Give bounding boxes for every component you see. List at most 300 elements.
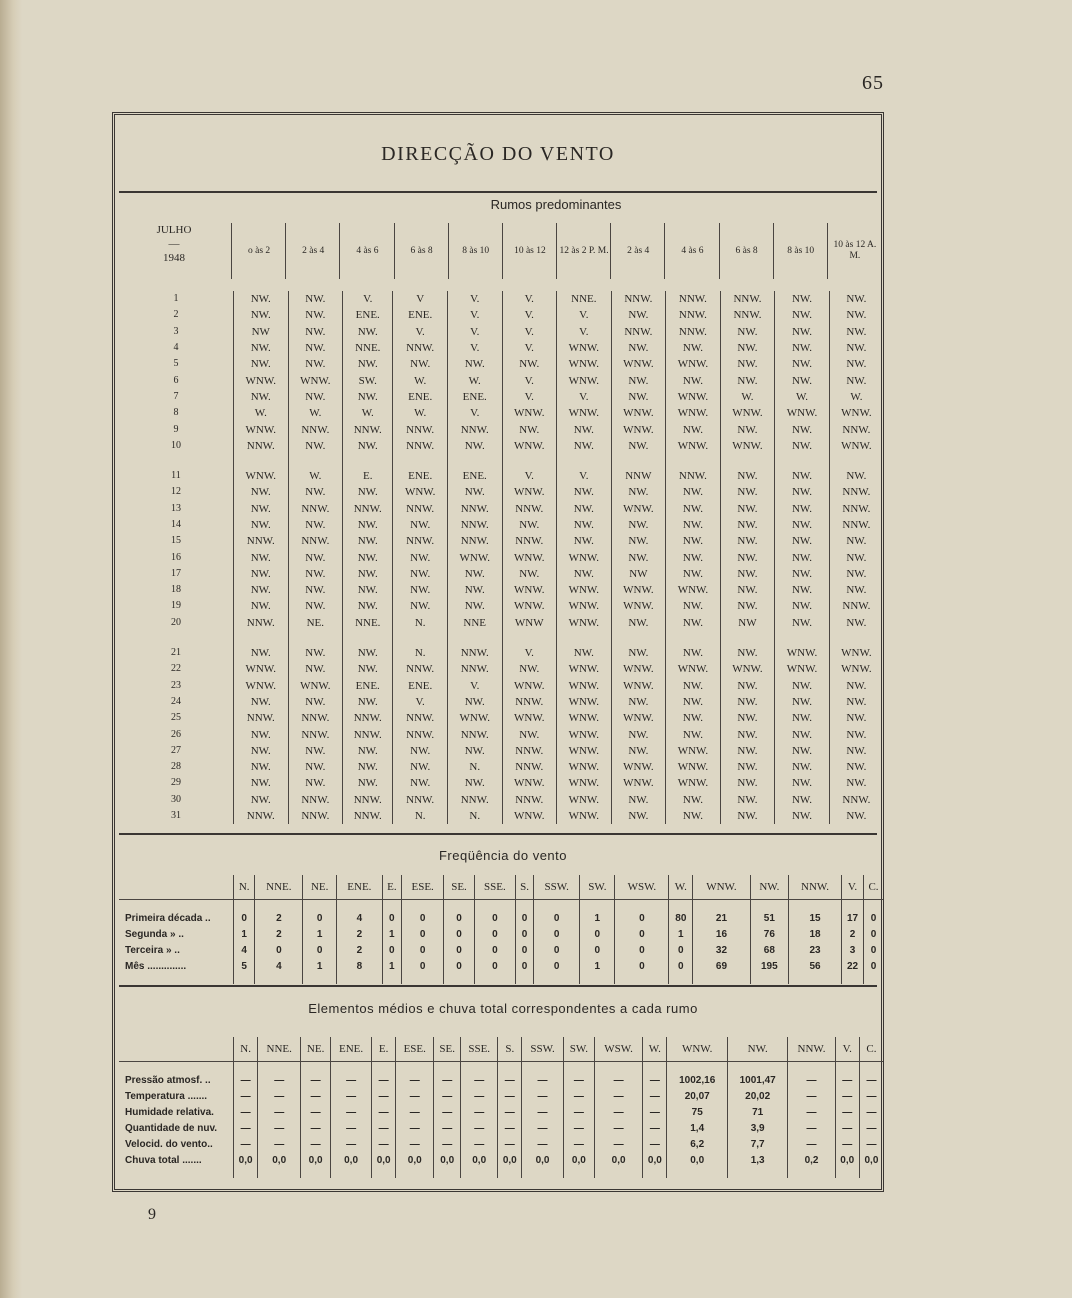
direction-cell: WNW. <box>502 582 557 598</box>
direction-cell: NW. <box>288 598 343 614</box>
direction-cell: NNW. <box>234 533 289 549</box>
value-cell: — <box>522 1136 563 1152</box>
value-cell: — <box>643 1088 667 1104</box>
value-cell: — <box>563 1104 594 1120</box>
direction-cell: N. <box>447 759 502 775</box>
value-cell: — <box>595 1120 643 1136</box>
direction-cell: NNW. <box>393 501 448 517</box>
day-row <box>119 694 883 710</box>
direction-cell: NW. <box>557 517 612 533</box>
value-cell: 1,3 <box>727 1152 787 1168</box>
day-row <box>119 645 883 661</box>
spacer-row <box>119 974 883 984</box>
page-binding-shadow <box>0 0 22 1298</box>
elements-section-title: Elementos médios e chuva total correspondentes a cada rumo <box>308 1001 698 1016</box>
value-cell: 0 <box>534 958 580 974</box>
direction-cell: NW. <box>666 549 721 565</box>
direction-cell: NW. <box>829 291 883 307</box>
day-row <box>119 307 883 323</box>
direction-cell: NW. <box>288 743 343 759</box>
value-cell: 0 <box>615 958 669 974</box>
direction-cell: NW. <box>829 808 883 824</box>
value-cell: 3 <box>841 942 863 958</box>
value-cell: 21 <box>693 910 750 926</box>
direction-cell: NW. <box>611 792 666 808</box>
direction-cell: WNW. <box>720 405 775 421</box>
direction-cell: WNW. <box>666 661 721 677</box>
direction-cell: WNW. <box>557 615 612 631</box>
row-label: Chuva total ....... <box>125 1154 202 1166</box>
direction-cell: NW. <box>393 566 448 582</box>
direction-cell: V. <box>447 405 502 421</box>
direction-cell: NW. <box>666 501 721 517</box>
direction-cell: V. <box>502 307 557 323</box>
direction-cell: NW. <box>234 694 289 710</box>
value-cell: — <box>461 1104 498 1120</box>
value-cell: — <box>301 1072 331 1088</box>
direction-cell: W. <box>393 372 448 388</box>
direction-cell: NW. <box>234 775 289 791</box>
direction-cell: WNW. <box>502 438 557 454</box>
value-cell: — <box>498 1104 522 1120</box>
day-row <box>119 372 883 388</box>
direction-cell: NNW. <box>447 661 502 677</box>
time-header: 4 às 6 <box>664 223 719 279</box>
day-number: 18 <box>171 584 181 596</box>
direction-cell: NNW. <box>666 291 721 307</box>
direction-cell: W. <box>343 405 393 421</box>
direction-cell: NE. <box>288 615 343 631</box>
day-number: 8 <box>173 407 179 419</box>
direction-cell: WNW. <box>611 710 666 726</box>
value-cell: 3,9 <box>727 1120 787 1136</box>
direction-cell: WNW. <box>557 661 612 677</box>
direction-cell: NW. <box>720 743 775 759</box>
direction-cell: WNW. <box>666 743 721 759</box>
value-cell: — <box>835 1072 859 1088</box>
direction-cell: NNW. <box>234 615 289 631</box>
direction-cell: NW. <box>720 468 775 484</box>
direction-cell: NNW. <box>288 421 343 437</box>
direction-cell: NW. <box>720 726 775 742</box>
direction-cell: V. <box>393 694 448 710</box>
direction-cell: NNW. <box>343 792 393 808</box>
day-row <box>119 517 883 533</box>
value-cell: — <box>595 1072 643 1088</box>
direction-cell: NW. <box>775 340 830 356</box>
direction-cell: NW. <box>775 615 830 631</box>
direction-cell: NW. <box>829 743 883 759</box>
direction-cell: WNW. <box>288 372 343 388</box>
value-cell: — <box>396 1136 434 1152</box>
day-number: 17 <box>171 567 181 579</box>
direction-cell: NW. <box>343 775 393 791</box>
value-cell: — <box>258 1136 301 1152</box>
value-cell: 0,0 <box>859 1152 883 1168</box>
value-cell: 23 <box>789 942 842 958</box>
day-row <box>119 743 883 759</box>
direction-cell: V. <box>557 389 612 405</box>
direction-cell: NW. <box>611 645 666 661</box>
direction-cell: WNW. <box>393 484 448 500</box>
value-cell: 0 <box>474 910 515 926</box>
day-number: 12 <box>171 486 181 498</box>
value-cell: 17 <box>841 910 863 926</box>
time-header: 12 às 2 P. M. <box>556 223 611 279</box>
direction-cell: WNW. <box>829 645 883 661</box>
direction-cell: NW. <box>775 307 830 323</box>
day-row <box>119 484 883 500</box>
direction-cell: NW. <box>720 792 775 808</box>
value-cell: 0 <box>864 926 883 942</box>
direction-cell: NW. <box>666 726 721 742</box>
value-cell: 0,0 <box>835 1152 859 1168</box>
value-cell: 0 <box>580 926 615 942</box>
value-cell: — <box>301 1136 331 1152</box>
time-header: 2 às 4 <box>285 223 340 279</box>
direction-cell: NW. <box>343 438 393 454</box>
day-row <box>119 549 883 565</box>
direction-cell: NW. <box>775 710 830 726</box>
day-row <box>119 582 883 598</box>
direction-cell: NW. <box>775 421 830 437</box>
value-cell: — <box>234 1120 258 1136</box>
direction-cell: NW. <box>829 759 883 775</box>
value-cell: — <box>434 1120 461 1136</box>
direction-cell: WNW. <box>775 405 830 421</box>
direction-cell: WNW. <box>557 743 612 759</box>
direction-cell: NW. <box>720 598 775 614</box>
direction-cell: NW <box>611 566 666 582</box>
direction-cell: ENE. <box>343 307 393 323</box>
direction-cell: NW. <box>829 726 883 742</box>
direction-cell: NW. <box>234 582 289 598</box>
direction-cell: NW. <box>343 661 393 677</box>
day-row <box>119 598 883 614</box>
value-cell: 1001,47 <box>727 1072 787 1088</box>
direction-cell: NW. <box>611 549 666 565</box>
direction-cell: NW. <box>234 517 289 533</box>
value-cell: 7,7 <box>727 1136 787 1152</box>
day-number: 26 <box>171 728 181 740</box>
day-row <box>119 389 883 405</box>
value-cell: 4 <box>234 942 255 958</box>
direction-cell: NNW. <box>611 291 666 307</box>
value-cell: 0 <box>255 942 303 958</box>
value-cell: 0 <box>401 958 444 974</box>
value-cell: 1 <box>303 926 337 942</box>
value-cell: 0 <box>474 958 515 974</box>
day-row <box>119 759 883 775</box>
direction-cell: NNW. <box>393 421 448 437</box>
value-cell: 0 <box>615 926 669 942</box>
direction-cell: WNW. <box>557 792 612 808</box>
direction-cell: NW. <box>720 421 775 437</box>
direction-cell: V. <box>343 291 393 307</box>
value-cell: 2 <box>336 942 382 958</box>
direction-cell: NW. <box>557 421 612 437</box>
day-row <box>119 421 883 437</box>
direction-cell: NNW. <box>829 484 883 500</box>
direction-cell: NW. <box>775 533 830 549</box>
day-number: 28 <box>171 761 181 773</box>
direction-cell: NW. <box>775 438 830 454</box>
value-cell: 2 <box>255 910 303 926</box>
row-label: Primeira década .. <box>125 912 211 924</box>
value-cell: 0 <box>516 910 534 926</box>
direction-cell: NW. <box>829 533 883 549</box>
value-cell: — <box>331 1104 372 1120</box>
direction-cell: W. <box>234 405 289 421</box>
direction-cell: NW. <box>775 775 830 791</box>
day-number: 10 <box>171 439 181 451</box>
direction-cell: NNW. <box>288 808 343 824</box>
direction-cell: WNW. <box>502 598 557 614</box>
value-cell: 76 <box>750 926 788 942</box>
value-cell: — <box>301 1088 331 1104</box>
direction-cell: NW. <box>775 598 830 614</box>
value-cell: 0 <box>474 926 515 942</box>
direction-cell: NW. <box>343 517 393 533</box>
table-row <box>119 1120 883 1136</box>
direction-cell: NW. <box>829 775 883 791</box>
direction-cell: WNW. <box>557 372 612 388</box>
day-row <box>119 615 883 631</box>
direction-cell: NW. <box>288 307 343 323</box>
direction-cell: WNW. <box>557 710 612 726</box>
direction-cell: NW. <box>720 501 775 517</box>
direction-cell: WNW. <box>611 661 666 677</box>
value-cell: — <box>563 1072 594 1088</box>
value-cell: — <box>396 1104 434 1120</box>
direction-cell: WNW. <box>611 759 666 775</box>
direction-cell: WNW. <box>234 678 289 694</box>
direction-cell: E. <box>343 468 393 484</box>
direction-cell: W. <box>393 405 448 421</box>
direction-cell: NNW. <box>234 808 289 824</box>
direction-cell: NNW. <box>611 324 666 340</box>
direction-cell: NW. <box>343 759 393 775</box>
day-row <box>119 533 883 549</box>
direction-cell: NW. <box>720 533 775 549</box>
direction-cell: W. <box>775 389 830 405</box>
value-cell: — <box>498 1088 522 1104</box>
direction-header: WNW. <box>667 1037 727 1062</box>
value-cell: 80 <box>669 910 693 926</box>
value-cell: 195 <box>750 958 788 974</box>
day-number: 13 <box>171 502 181 514</box>
direction-cell: WNW. <box>829 661 883 677</box>
value-cell: — <box>788 1104 835 1120</box>
direction-cell: NW. <box>775 372 830 388</box>
direction-cell: WNW. <box>557 405 612 421</box>
table-row <box>119 1088 883 1104</box>
direction-header: SW. <box>580 875 615 900</box>
direction-cell: NNW. <box>720 291 775 307</box>
direction-cell: NW. <box>611 533 666 549</box>
value-cell: — <box>522 1072 563 1088</box>
value-cell: 6,2 <box>667 1136 727 1152</box>
direction-cell: NW. <box>775 356 830 372</box>
direction-cell: NNW. <box>447 421 502 437</box>
value-cell: — <box>788 1120 835 1136</box>
direction-cell: WNW. <box>234 661 289 677</box>
direction-cell: NW. <box>666 598 721 614</box>
direction-cell: NW. <box>447 356 502 372</box>
direction-cell: NW. <box>234 598 289 614</box>
value-cell: 0 <box>864 942 883 958</box>
direction-cell: NW. <box>502 421 557 437</box>
direction-cell: NW. <box>557 533 612 549</box>
value-cell: 1 <box>669 926 693 942</box>
direction-cell: NW. <box>720 484 775 500</box>
direction-cell: NNW. <box>393 726 448 742</box>
direction-cell: NW. <box>343 694 393 710</box>
direction-cell: NW. <box>775 743 830 759</box>
value-cell: — <box>331 1072 372 1088</box>
value-cell: 0,0 <box>258 1152 301 1168</box>
direction-cell: NNW. <box>288 792 343 808</box>
direction-cell: NW. <box>720 645 775 661</box>
day-number: 20 <box>171 616 181 628</box>
direction-cell: WNW. <box>557 340 612 356</box>
value-cell: — <box>234 1088 258 1104</box>
direction-cell: WNW. <box>557 356 612 372</box>
direction-cell: V. <box>557 307 612 323</box>
direction-cell: NNW. <box>829 598 883 614</box>
value-cell: 0 <box>516 926 534 942</box>
section-rule-1 <box>119 833 877 835</box>
direction-cell: NW. <box>393 549 448 565</box>
direction-cell: NW. <box>343 645 393 661</box>
direction-cell: WNW. <box>775 661 830 677</box>
direction-cell: NW. <box>502 566 557 582</box>
direction-cell: NW. <box>288 340 343 356</box>
value-cell: — <box>643 1136 667 1152</box>
day-row <box>119 661 883 677</box>
direction-header: WSW. <box>595 1037 643 1062</box>
direction-cell: V. <box>502 291 557 307</box>
direction-header: S. <box>516 875 534 900</box>
direction-cell: WNW. <box>720 438 775 454</box>
direction-cell: NW. <box>775 324 830 340</box>
direction-cell: W. <box>720 389 775 405</box>
direction-cell: NNW. <box>343 421 393 437</box>
direction-header: NW. <box>750 875 788 900</box>
direction-cell: NW. <box>393 356 448 372</box>
direction-cell: NW <box>720 615 775 631</box>
direction-cell: NNW. <box>343 808 393 824</box>
direction-cell: NW. <box>234 549 289 565</box>
value-cell: 0 <box>516 958 534 974</box>
direction-cell: NW. <box>447 438 502 454</box>
value-cell: 0,0 <box>498 1152 522 1168</box>
value-cell: 32 <box>693 942 750 958</box>
day-row <box>119 566 883 582</box>
value-cell: 0 <box>401 910 444 926</box>
direction-cell: NW. <box>666 694 721 710</box>
day-number: 2 <box>173 309 179 321</box>
direction-cell: WNW. <box>557 549 612 565</box>
time-header: 6 às 8 <box>719 223 774 279</box>
direction-cell: NNW. <box>393 792 448 808</box>
direction-cell: NW. <box>343 582 393 598</box>
direction-cell: V <box>393 291 448 307</box>
direction-header: N. <box>234 1037 258 1062</box>
value-cell: 0 <box>444 910 474 926</box>
value-cell: 2 <box>336 926 382 942</box>
direction-cell: NW. <box>720 566 775 582</box>
page-number: 65 <box>862 72 884 94</box>
day-number: 21 <box>171 647 181 659</box>
direction-cell: NW. <box>666 484 721 500</box>
direction-cell: NW. <box>611 307 666 323</box>
direction-cell: NW. <box>775 678 830 694</box>
direction-cell: NW. <box>393 775 448 791</box>
direction-cell: NW. <box>611 340 666 356</box>
value-cell: — <box>595 1104 643 1120</box>
direction-cell: NNW. <box>393 533 448 549</box>
value-cell: — <box>643 1072 667 1088</box>
direction-cell: NW. <box>666 533 721 549</box>
value-cell: 0 <box>615 910 669 926</box>
direction-cell: NW. <box>234 743 289 759</box>
direction-cell: NW. <box>720 775 775 791</box>
value-cell: — <box>372 1088 396 1104</box>
direction-cell: N. <box>393 615 448 631</box>
value-cell: — <box>372 1104 396 1120</box>
direction-cell: WNW. <box>720 661 775 677</box>
direction-cell: W. <box>829 389 883 405</box>
value-cell: — <box>396 1072 434 1088</box>
value-cell: — <box>434 1088 461 1104</box>
direction-cell: NW. <box>720 372 775 388</box>
direction-cell: NW. <box>288 438 343 454</box>
direction-cell: NW. <box>447 598 502 614</box>
direction-cell: NNW <box>611 468 666 484</box>
direction-cell: WNW <box>502 615 557 631</box>
direction-cell: NW. <box>343 533 393 549</box>
direction-header: ENE. <box>336 875 382 900</box>
value-cell: 0 <box>474 942 515 958</box>
table-row <box>119 910 883 926</box>
day-number: 23 <box>171 679 181 691</box>
direction-cell: NW. <box>447 694 502 710</box>
direction-header: SSE. <box>474 875 515 900</box>
direction-cell: NW. <box>666 340 721 356</box>
direction-cell: NW. <box>666 645 721 661</box>
direction-cell: NNW. <box>288 533 343 549</box>
value-cell: — <box>835 1136 859 1152</box>
direction-cell: NNW. <box>288 501 343 517</box>
month-label: JULHO <box>156 224 192 236</box>
value-cell: — <box>258 1088 301 1104</box>
direction-cell: NW. <box>288 324 343 340</box>
direction-cell: NW. <box>393 582 448 598</box>
direction-cell: NNW. <box>343 501 393 517</box>
time-header: 8 às 10 <box>448 223 503 279</box>
direction-header: SW. <box>563 1037 594 1062</box>
row-label: Humidade relativa. <box>125 1106 214 1118</box>
direction-cell: NW. <box>343 389 393 405</box>
direction-cell: WNW. <box>447 710 502 726</box>
header-row <box>119 1037 883 1062</box>
direction-cell: NNW. <box>393 340 448 356</box>
direction-cell: NW. <box>720 808 775 824</box>
value-cell: 0 <box>382 910 401 926</box>
value-cell: 0 <box>534 910 580 926</box>
direction-cell: NW. <box>234 340 289 356</box>
